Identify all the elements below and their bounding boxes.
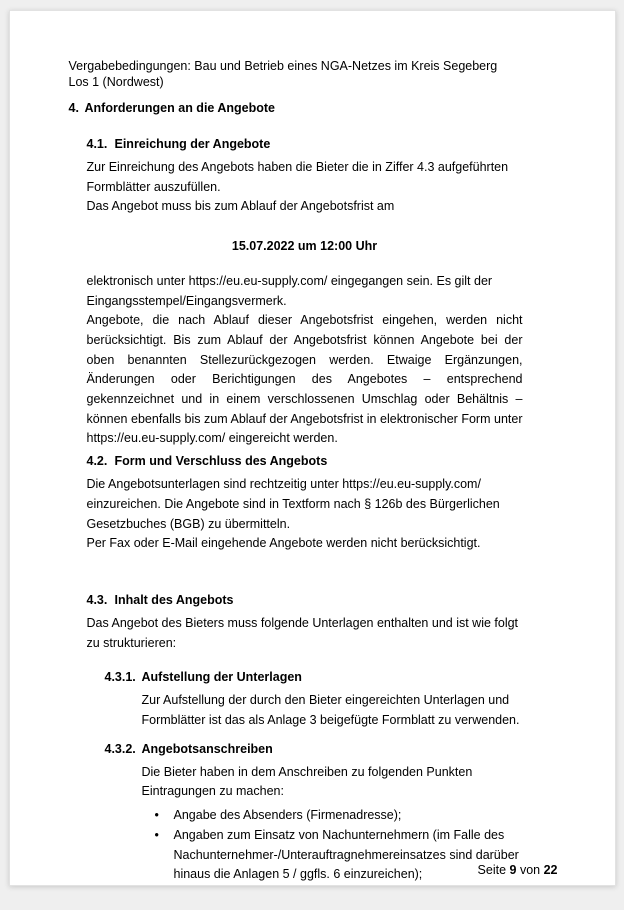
list-item bbox=[155, 806, 523, 826]
section-4-1 bbox=[87, 134, 523, 449]
section-4-number: 4. bbox=[68, 101, 79, 115]
header-line-2: Los 1 (Nordwest) bbox=[68, 74, 164, 89]
section-4-1-title: Einreichung der Angebote bbox=[114, 137, 271, 151]
section-4-heading bbox=[69, 98, 523, 118]
section-4-3-title: Inhalt des Angebots bbox=[114, 592, 234, 607]
bullet-list bbox=[87, 806, 523, 885]
section-4-title: Anforderungen an die Angebote bbox=[84, 101, 276, 115]
bullet-icon: • bbox=[154, 808, 159, 823]
bullet-text: Angabe des Absenders (Firmenadresse); bbox=[173, 808, 402, 823]
section-4-2-title: Form und Verschluss des Angebots bbox=[114, 454, 328, 469]
section-4-2-heading bbox=[87, 451, 523, 471]
footer-seite-label: Seite bbox=[477, 863, 507, 877]
footer-von-label: von bbox=[519, 863, 541, 877]
section-4-3-number: 4.3. bbox=[86, 592, 108, 607]
paragraph: Die Angebotsunterlagen sind rechtzeitig unter https://eu.eu-supply.com/ einzureichen. Die Angebote sind in Textform nach § 126b des Bürgerlichen Gesetzbuches (BGB) zu übermitteln. bbox=[86, 477, 500, 531]
section-4-1-heading bbox=[87, 134, 523, 154]
section-4-3-2-title: Angebotsanschreiben bbox=[141, 741, 273, 756]
paragraph: Das Angebot des Bieters muss folgende Unterlagen enthalten und ist wie folgt zu strukturieren: bbox=[86, 615, 519, 650]
section-4-3-heading bbox=[87, 590, 523, 610]
section-4-2 bbox=[87, 451, 523, 554]
page-footer bbox=[478, 863, 558, 878]
section-4-3-1-title: Aufstellung der Unterlagen bbox=[141, 670, 302, 685]
bullet-text: Angaben zum Einsatz von Nachunternehmern (im Falle des Nachunternehmer-/Unterauftragnehmereinsatzes sind darüber hinaus die Anlagen 5 / ggfls. 6 einzureichen); bbox=[173, 827, 519, 882]
section-4-3-1-heading bbox=[105, 667, 523, 687]
offer-deadline: 15.07.2022 um 12:00 Uhr bbox=[231, 239, 378, 254]
bullet-icon: • bbox=[154, 827, 159, 842]
paragraph: Zur Aufstellung der durch den Bieter eingereichten Unterlagen und Formblätter ist das als Anlage 3 beigefügte Formblatt zu verwenden. bbox=[141, 693, 520, 728]
section-4-2-number: 4.2. bbox=[86, 454, 108, 469]
paragraph: elektronisch unter https://eu.eu-supply.com/ eingegangen sein. Es gilt der Eingangsstempel/Eingangsvermerk. bbox=[86, 273, 493, 308]
section-4-3-2-heading bbox=[105, 739, 523, 759]
document-page bbox=[9, 10, 616, 886]
paragraph: Das Angebot muss bis zum Ablauf der Angebotsfrist am bbox=[86, 199, 395, 214]
paragraph: Zur Einreichung des Angebots haben die Bieter die in Ziffer 4.3 aufgeführten Formblätter auszufüllen. bbox=[86, 160, 509, 194]
paragraph: Per Fax oder E-Mail eingehende Angebote werden nicht berücksichtigt. bbox=[86, 536, 481, 551]
footer-total-pages: 22 bbox=[543, 863, 558, 877]
document-header bbox=[69, 59, 523, 90]
paragraph: Die Bieter haben in dem Anschreiben zu folgenden Punkten Eintragungen zu machen: bbox=[141, 764, 473, 799]
section-4-3-1-number: 4.3.1. bbox=[104, 670, 136, 685]
section-4-1-number: 4.1. bbox=[86, 137, 108, 151]
section-4-3 bbox=[87, 590, 523, 885]
footer-page-number: 9 bbox=[509, 863, 517, 877]
header-line-1: Vergabebedingungen: Bau und Betrieb eines NGA-Netzes im Kreis Segeberg bbox=[68, 59, 498, 73]
section-4-3-2-number: 4.3.2. bbox=[104, 741, 136, 756]
list-item bbox=[155, 826, 523, 885]
paragraph: Angebote, die nach Ablauf dieser Angebotsfrist eingehen, werden nicht berücksichtigt. Bis zum Ablauf der Angebotsfrist können Angebote bei der oben benannten Stellezurückgezogen werden. Etwaige Ergänzungen, Änderungen oder Berichtigungen des Angebotes – entsprechend gekennzeichnet und in einem verschlossenen Umschlag oder Behältnis – können ebenfalls bis zum Ablauf der Angebotsfrist in elektronischer Form unter https://eu.eu-supply.com/ eingereicht werden. bbox=[86, 313, 523, 446]
